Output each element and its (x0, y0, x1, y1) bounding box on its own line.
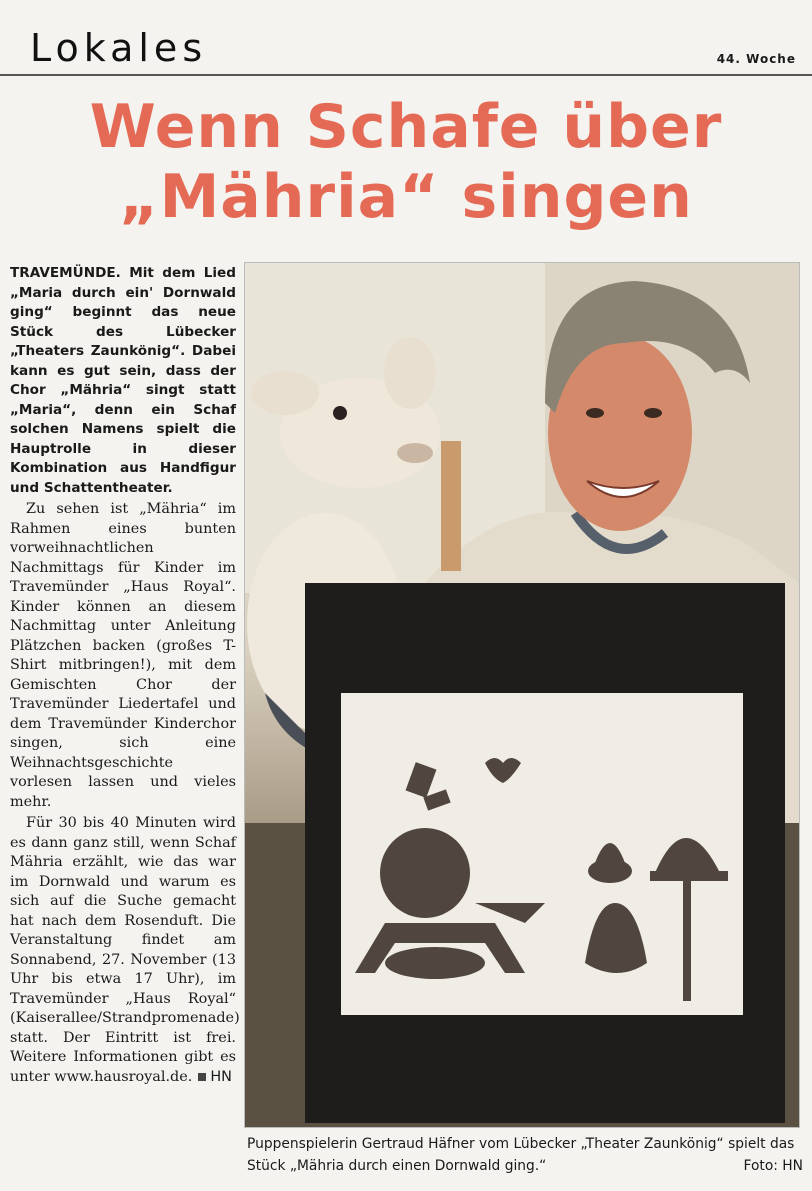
body-paragraph-2: Zu sehen ist „Mähria“ im Rahmen eines bunten vorweihnachtlichen Nachmittags für Kinder im Travemünder „Haus Royal“. Kinder können an diesem Nachmittag unter Anleitung Plätzchen backen (großes T-Shirt mitbringen!), mit dem Gemischten Chor der Travemünder Liedertafel und dem Travemünder Kinderchor singen, sich eine Weihnachtsgeschichte vorlesen lassen und vieles mehr. (10, 501, 236, 810)
section-title: Lokales (30, 26, 208, 70)
photo-caption (247, 1133, 803, 1177)
article-column (10, 264, 240, 1087)
photo-illustration (245, 263, 799, 1127)
body-paragraph-3 (10, 814, 240, 1087)
headline (0, 92, 812, 232)
article-photo (244, 262, 800, 1128)
page-header (0, 22, 812, 76)
end-mark-icon (198, 1073, 206, 1081)
lead-text: Mit dem Lied „Maria durch ein' Dornwald ging“ beginnt das neue Stück des Lübecker „Theaters Zaunkönig“. Dabei kann es gut sein, dass der Chor „Mähria“ singt statt „Maria“, denn ein Schaf solchen Namens spielt die Hauptrolle in dieser Kombination aus Handfigur und Schattentheater. (10, 265, 237, 496)
headline-line-2: „Mähria“ singen (119, 162, 693, 232)
lead-paragraph (10, 264, 236, 498)
body-paragraph-3-text: Für 30 bis 40 Minuten wird es dann ganz still, wenn Schaf Mähria erzählt, wie das war im Dornwald und warum es sich auf die Suche gemacht hat nach dem Rosenduft. Die Veranstaltung findet am Sonnabend, 27. November (13 Uhr bis etwa 17 Uhr), im Travemünder „Haus Royal“ (Kaiserallee/Strandpromenade) statt. Der Eintritt ist frei. Weitere Informationen gibt es unter www.hausroyal.de. (10, 815, 240, 1085)
issue-label: 44. Woche (716, 52, 796, 66)
author-signature: HN (210, 1068, 232, 1085)
headline-line-1: Wenn Schafe über (89, 92, 723, 162)
lead-location: TRAVEMÜNDE. (10, 265, 121, 281)
caption-text: Puppenspielerin Gertraud Häfner vom Lübecker „Theater Zaunkönig“ spielt das Stück „Mähria durch einen Dornwald ging.“ (247, 1136, 795, 1174)
photo-credit: Foto: HN (743, 1158, 803, 1174)
